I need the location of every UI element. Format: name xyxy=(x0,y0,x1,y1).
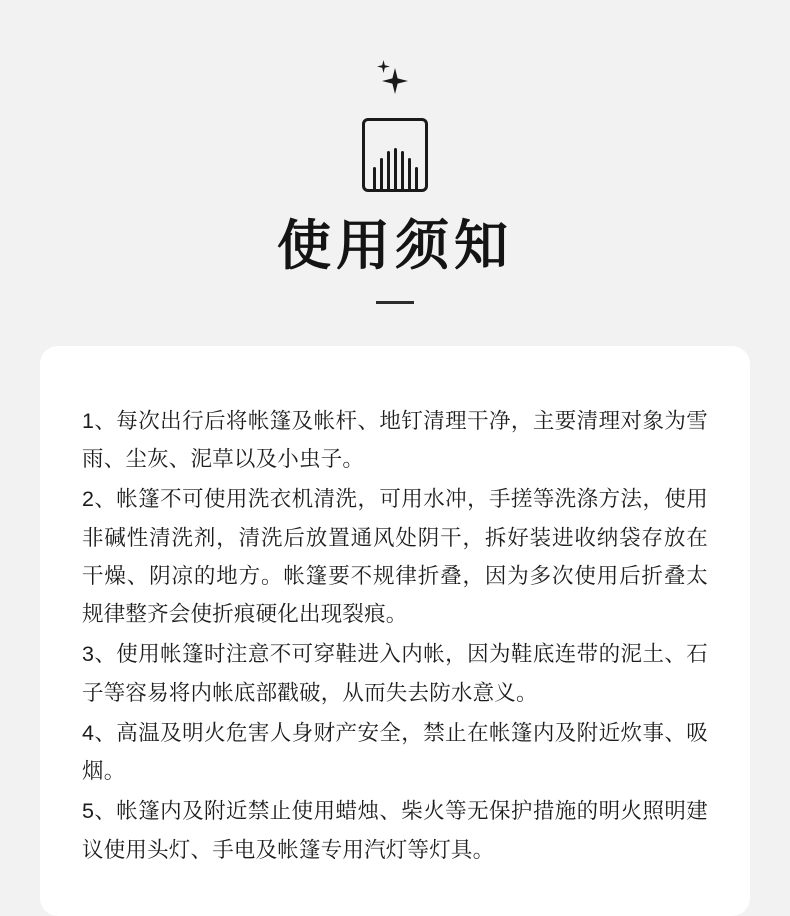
list-item: 1、每次出行后将帐篷及帐杆、地钉清理干净，主要清理对象为雪雨、尘灰、泥草以及小虫子。 xyxy=(82,408,708,472)
list-item: 3、使用帐篷时注意不可穿鞋进入内帐，因为鞋底连带的泥土、石子等容易将内帐底部戳破，从而失去防水意义。 xyxy=(82,642,708,705)
tent-stripes xyxy=(365,143,425,189)
list-item: 2、帐篷不可使用洗衣机清洗，可用水冲，手搓等洗涤方法，使用非碱性清洗剂，清洗后放置通风处阴干，拆好装进收纳袋存放在干燥、阴凉的地方。帐篷要不规律折叠，因为多次使用后折叠太规律整齐会使折痕硬化出现裂痕。 xyxy=(82,487,708,627)
tent-outline-icon xyxy=(362,118,428,192)
sparkle-large-icon xyxy=(382,68,408,94)
tent-sparkle-icon xyxy=(335,62,455,192)
page-header xyxy=(0,0,790,304)
notice-list xyxy=(82,402,708,869)
page-title: 使用须知 xyxy=(277,216,513,276)
list-item: 5、帐篷内及附近禁止使用蜡烛、柴火等无保护措施的明火照明建议使用头灯、手电及帐篷专用汽灯等灯具。 xyxy=(82,799,708,862)
title-divider xyxy=(376,301,414,304)
sparkle-small-icon xyxy=(377,60,390,73)
notice-card xyxy=(40,346,750,916)
list-item: 4、高温及明火危害人身财产安全，禁止在帐篷内及附近炊事、吸烟。 xyxy=(82,720,708,784)
